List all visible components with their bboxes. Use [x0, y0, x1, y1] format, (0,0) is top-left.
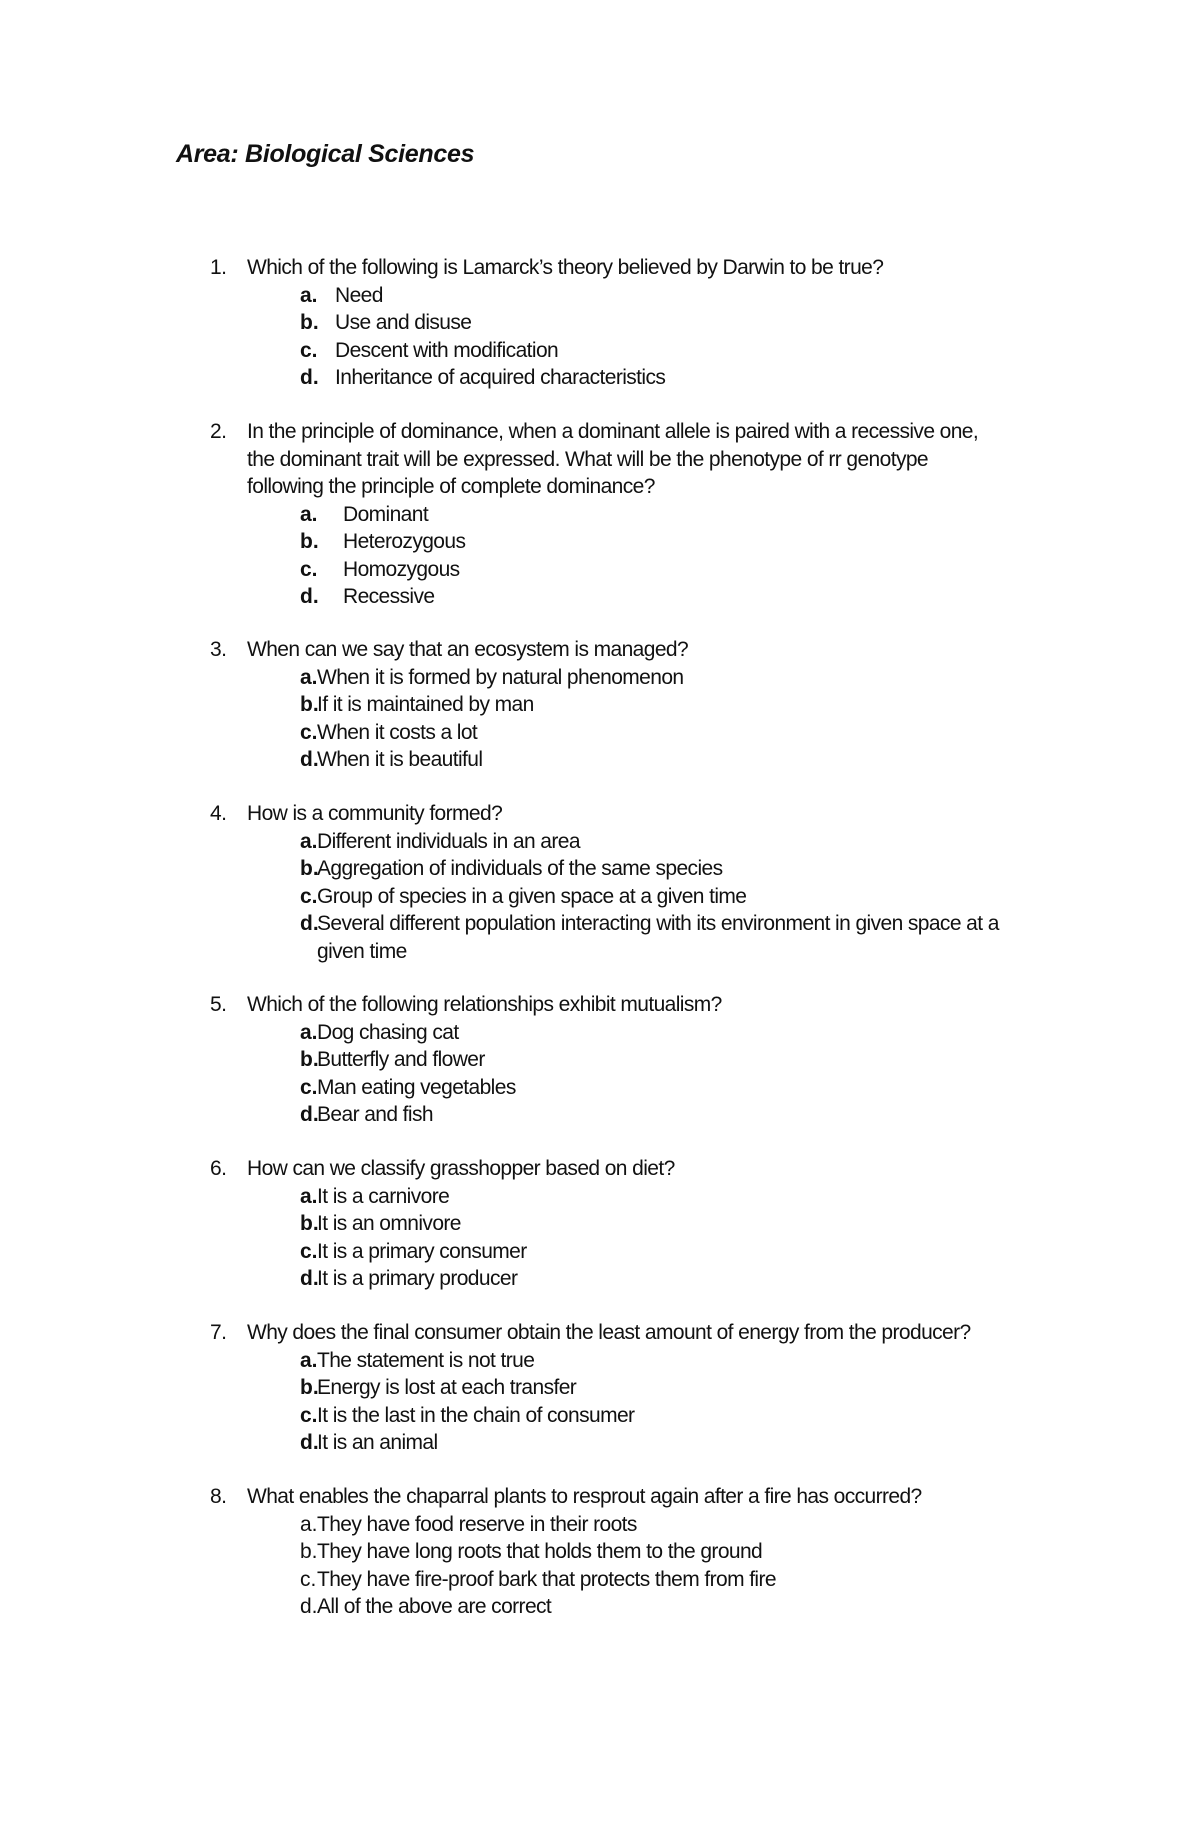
choice-text: They have long roots that holds them to the ground: [317, 1540, 763, 1563]
choice-d: [0, 1101, 1200, 1129]
choice-text: Group of species in a given space at a given time: [317, 884, 747, 908]
choice-letter: b.: [300, 1376, 319, 1399]
choice-letter: c.: [300, 884, 318, 908]
choice-letter: c.: [300, 338, 318, 362]
question-text: In the principle of dominance, when a dominant allele is paired with a recessive one, the dominant trait will be expressed. What will be the phenotype of rr genotype following the principle of complete dominance?: [247, 420, 979, 498]
choice-b: [0, 691, 1200, 719]
choice-d: [0, 1429, 1200, 1457]
choice-d: [0, 746, 1200, 774]
question-number: 2.: [210, 420, 227, 443]
choice-text: It is an animal: [317, 1431, 438, 1454]
choice-a: [0, 282, 1200, 310]
choice-letter: a.: [300, 665, 318, 689]
choice-letter: d.: [300, 1595, 318, 1618]
choice-letter: a.: [300, 283, 318, 307]
choice-text: Man eating vegetables: [317, 1075, 516, 1099]
question-text: How can we classify grasshopper based on diet?: [247, 1157, 675, 1180]
choice-text: All of the above are correct: [317, 1595, 552, 1618]
choice-letter: d.: [300, 1267, 319, 1290]
choice-b: [0, 1210, 1200, 1238]
choice-a: [0, 1019, 1200, 1047]
question-number: 1.: [210, 256, 227, 279]
choice-letter: a.: [300, 1348, 318, 1372]
choice-text: It is a carnivore: [317, 1184, 450, 1208]
choice-a: [0, 828, 1200, 856]
choice-d: [0, 364, 1200, 392]
choice-b: [0, 855, 1200, 883]
question-number: 6.: [210, 1157, 227, 1180]
choice-letter: d.: [300, 748, 319, 771]
choice-letter: b.: [300, 693, 319, 716]
choice-letter: d.: [300, 366, 319, 389]
question-text: How is a community formed?: [247, 802, 503, 825]
choice-letter: c.: [300, 1239, 318, 1263]
choice-text: Dog chasing cat: [317, 1020, 459, 1044]
choice-a: [0, 501, 1200, 529]
choice-text: When it costs a lot: [317, 720, 478, 744]
choice-text: It is a primary producer: [317, 1267, 518, 1290]
choice-letter: d.: [300, 1431, 319, 1454]
choice-c: [0, 883, 1200, 911]
question-text: Which of the following relationships exhibit mutualism?: [247, 993, 722, 1016]
question-text: Why does the final consumer obtain the least amount of energy from the producer?: [247, 1321, 971, 1344]
choice-letter: b.: [300, 1540, 318, 1563]
choice-text: Heterozygous: [343, 530, 466, 553]
choice-letter: a.: [300, 829, 318, 853]
choice-c: [0, 1402, 1200, 1430]
question-number: 8.: [210, 1485, 227, 1508]
choice-text: Butterfly and flower: [317, 1048, 485, 1071]
question-text: When can we say that an ecosystem is managed?: [247, 638, 689, 661]
question-number: 4.: [210, 802, 227, 825]
choice-letter: a.: [300, 1184, 318, 1208]
question-number: 5.: [210, 993, 227, 1016]
choice-letter: a.: [300, 1020, 318, 1044]
choice-text: If it is maintained by man: [317, 693, 534, 716]
choice-d: [0, 1265, 1200, 1293]
question-text: Which of the following is Lamarck’s theory believed by Darwin to be true?: [247, 256, 884, 279]
choice-text: Descent with modification: [335, 338, 559, 362]
choice-b: [0, 528, 1200, 556]
choice-text: The statement is not true: [317, 1348, 535, 1372]
area-title: Area: Biological Sciences: [176, 140, 475, 168]
choice-letter: b.: [300, 1048, 319, 1071]
choice-b: [0, 1538, 1200, 1566]
choice-d: [0, 910, 1200, 965]
choice-text: When it is formed by natural phenomenon: [317, 665, 684, 689]
choice-text: It is the last in the chain of consumer: [317, 1403, 635, 1427]
choice-c: [0, 1238, 1200, 1266]
choice-letter: d.: [300, 912, 319, 935]
choice-letter: b.: [300, 1212, 319, 1235]
choice-text: When it is beautiful: [317, 748, 483, 771]
question-text: What enables the chaparral plants to resprout again after a fire has occurred?: [247, 1485, 922, 1508]
choice-text: Use and disuse: [335, 311, 472, 334]
choice-a: [0, 1183, 1200, 1211]
choice-text: Energy is lost at each transfer: [317, 1376, 577, 1399]
choice-letter: c.: [300, 1075, 318, 1099]
question-number: 7.: [210, 1321, 227, 1344]
choice-letter: d.: [300, 585, 319, 608]
choice-letter: d.: [300, 1103, 319, 1126]
choice-d: [0, 1593, 1200, 1621]
choice-letter: c.: [300, 1403, 318, 1427]
choice-c: [0, 1566, 1200, 1594]
choice-letter: c.: [300, 720, 318, 744]
choice-text: Different individuals in an area: [317, 829, 580, 853]
choice-b: [0, 1046, 1200, 1074]
question-number: 3.: [210, 638, 227, 661]
choice-b: [0, 309, 1200, 337]
choice-text: They have fire-proof bark that protects them from fire: [317, 1567, 776, 1591]
choice-c: [0, 1074, 1200, 1102]
choice-letter: c.: [300, 1567, 317, 1591]
choice-letter: b.: [300, 857, 319, 880]
choice-text: It is a primary consumer: [317, 1239, 527, 1263]
choice-a: [0, 1511, 1200, 1539]
choice-c: [0, 719, 1200, 747]
choice-text: They have food reserve in their roots: [317, 1512, 637, 1536]
choice-text: It is an omnivore: [317, 1212, 461, 1235]
choice-a: [0, 1347, 1200, 1375]
choice-letter: b.: [300, 311, 319, 334]
choice-c: [0, 556, 1200, 584]
choice-text: Inheritance of acquired characteristics: [335, 366, 666, 389]
choice-letter: c.: [300, 557, 318, 581]
choice-c: [0, 337, 1200, 365]
choice-text: Recessive: [343, 585, 435, 608]
choice-text: Homozygous: [343, 557, 460, 581]
choice-text: Need: [335, 283, 383, 307]
choice-letter: a.: [300, 1512, 318, 1536]
choice-text: Several different population interacting with its environment in given space at a given time: [317, 912, 999, 963]
choice-text: Aggregation of individuals of the same species: [317, 857, 723, 880]
choice-b: [0, 1374, 1200, 1402]
choice-a: [0, 664, 1200, 692]
choice-letter: b.: [300, 530, 319, 553]
choice-d: [0, 583, 1200, 611]
choice-text: Dominant: [343, 502, 429, 526]
choice-text: Bear and fish: [317, 1103, 433, 1126]
choice-letter: a.: [300, 502, 318, 526]
